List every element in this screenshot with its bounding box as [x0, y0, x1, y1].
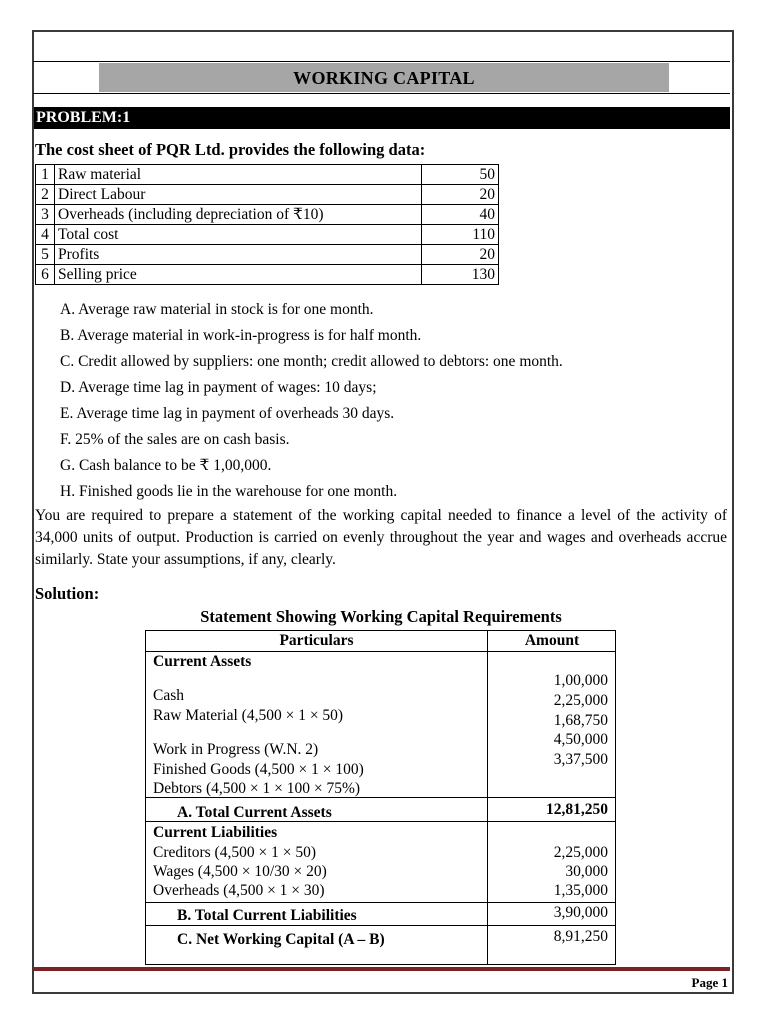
- column-header-particulars: Particulars: [279, 632, 354, 649]
- page-title: WORKING CAPITAL: [99, 63, 669, 92]
- liability-label: Overheads (4,500 × 1 × 30): [153, 882, 325, 899]
- asset-label: Raw Material (4,500 × 1 × 50): [153, 707, 344, 724]
- net-working-capital-label: C. Net Working Capital (A – B): [177, 931, 385, 948]
- asset-amount: 3,37,500: [553, 751, 608, 768]
- table-row: [36, 245, 499, 265]
- liabilities-total-divider: [146, 902, 615, 903]
- working-capital-statement: [145, 630, 616, 965]
- row-item: Raw material: [55, 165, 422, 185]
- row-item: Total cost: [55, 225, 422, 245]
- list-item: B. Average material in work-in-progress is for half month.: [60, 327, 422, 344]
- header-rule-top: [33, 61, 730, 62]
- asset-label: Cash: [153, 687, 184, 704]
- row-number: 4: [36, 225, 55, 245]
- column-header-amount: Amount: [524, 632, 580, 649]
- total-liabilities-amount: 3,90,000: [553, 904, 608, 921]
- net-working-capital-amount: 8,91,250: [553, 928, 608, 945]
- solution-heading: Solution:: [35, 584, 100, 603]
- table-row: [36, 205, 499, 225]
- row-value: 110: [422, 225, 499, 245]
- list-item: H. Finished goods lie in the warehouse for one month.: [60, 483, 398, 500]
- net-divider: [146, 925, 615, 926]
- list-item: F. 25% of the sales are on cash basis.: [60, 431, 290, 448]
- table-row: [36, 185, 499, 205]
- table-row: [36, 265, 499, 285]
- table-row: [36, 165, 499, 185]
- row-value: 50: [422, 165, 499, 185]
- statement-title: Statement Showing Working Capital Requirements: [200, 607, 562, 626]
- asset-label: Finished Goods (4,500 × 1 × 100): [153, 761, 364, 778]
- row-number: 1: [36, 165, 55, 185]
- list-item: G. Cash balance to be ₹ 1,00,000.: [60, 457, 272, 474]
- asset-label: Debtors (4,500 × 1 × 100 × 75%): [153, 780, 361, 797]
- asset-label: Work in Progress (W.N. 2): [153, 741, 319, 758]
- list-item: E. Average time lag in payment of overheads 30 days.: [60, 405, 395, 422]
- row-number: 3: [36, 205, 55, 225]
- cost-sheet-table: [35, 164, 499, 285]
- total-liabilities-label: B. Total Current Liabilities: [177, 907, 357, 924]
- header-rule-bottom: [33, 93, 730, 94]
- total-assets-amount: 12,81,250: [546, 801, 608, 818]
- current-liabilities-heading: Current Liabilities: [153, 824, 278, 841]
- liability-amount: 30,000: [565, 863, 608, 880]
- table-row: [36, 225, 499, 245]
- liability-label: Creditors (4,500 × 1 × 50): [153, 844, 316, 861]
- asset-amount: 2,25,000: [553, 692, 608, 709]
- list-item: A. Average raw material in stock is for one month.: [60, 301, 374, 318]
- row-item: Selling price: [55, 265, 422, 285]
- list-item: D. Average time lag in payment of wages: 10 days;: [60, 379, 377, 396]
- row-item: Profits: [55, 245, 422, 265]
- problem-label: PROBLEM:1: [34, 107, 730, 129]
- row-number: 6: [36, 265, 55, 285]
- current-assets-heading: Current Assets: [153, 653, 252, 670]
- row-number: 5: [36, 245, 55, 265]
- row-value: 20: [422, 185, 499, 205]
- row-number: 2: [36, 185, 55, 205]
- page-number: Page 1: [691, 975, 728, 990]
- footer-rule: [34, 967, 730, 971]
- asset-amount: 4,50,000: [553, 731, 608, 748]
- liability-label: Wages (4,500 × 10/30 × 20): [153, 863, 327, 880]
- list-item: C. Credit allowed by suppliers: one month; credit allowed to debtors: one month.: [60, 353, 563, 370]
- asset-amount: 1,00,000: [553, 672, 608, 689]
- row-value: 40: [422, 205, 499, 225]
- assumptions-list: [60, 297, 563, 505]
- row-item: Direct Labour: [55, 185, 422, 205]
- row-value: 20: [422, 245, 499, 265]
- total-assets-label: A. Total Current Assets: [177, 804, 332, 821]
- liability-amount: 2,25,000: [553, 844, 608, 861]
- liability-amount: 1,35,000: [553, 882, 608, 899]
- intro-text: The cost sheet of PQR Ltd. provides the following data:: [35, 140, 426, 159]
- asset-amount: 1,68,750: [553, 712, 608, 729]
- row-item: Overheads (including depreciation of ₹10): [55, 205, 422, 225]
- requirement-paragraph: You are required to prepare a statement of the working capital needed to finance a level of the activity of 34,000 units of output. Production is carried on evenly throughout the year and wages and overheads accrue similarly. State your assumptions, if any, clearly.: [35, 507, 727, 568]
- row-value: 130: [422, 265, 499, 285]
